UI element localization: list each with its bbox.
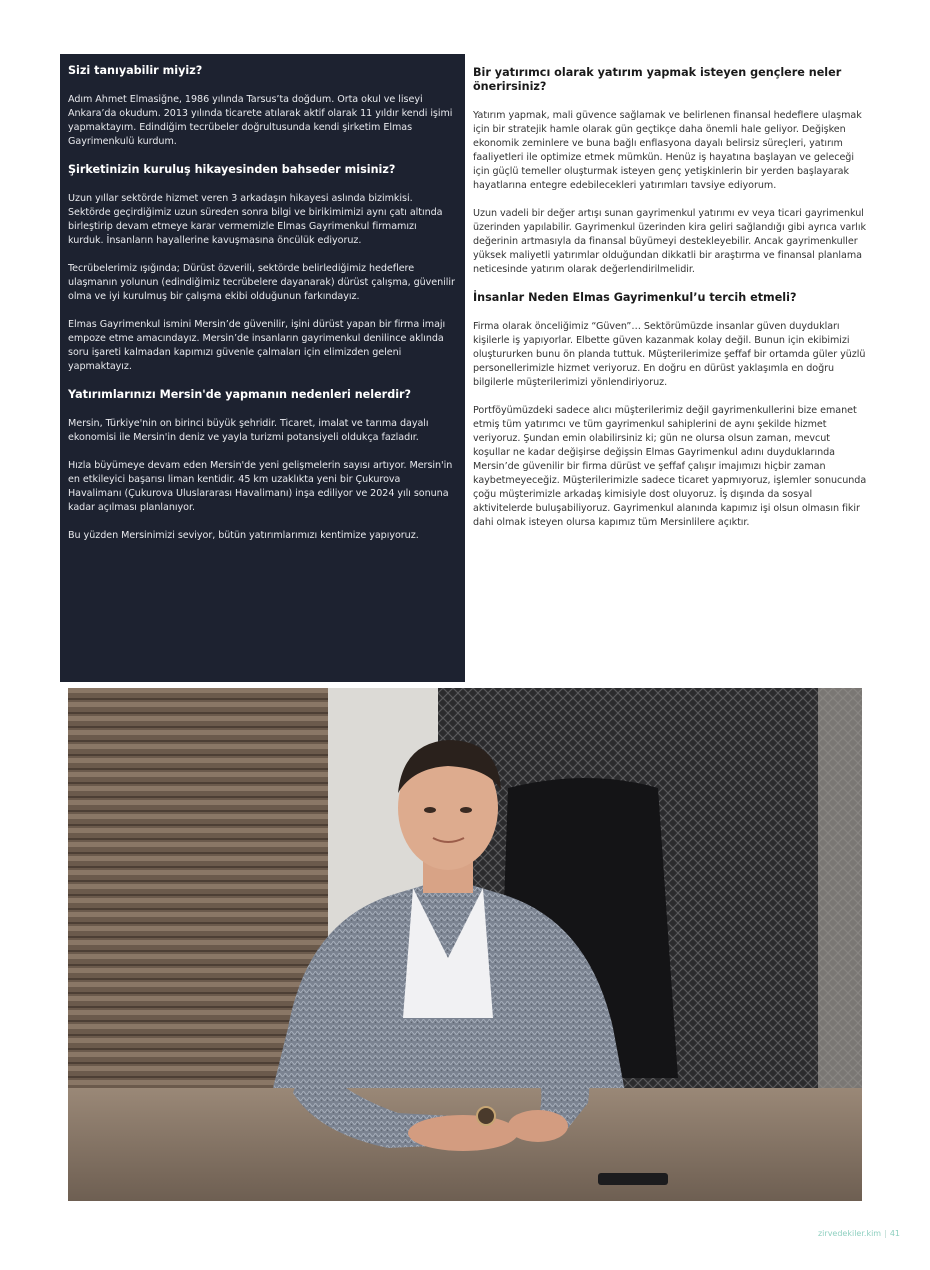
footer-site[interactable]: zirvedekiler.kim bbox=[817, 1229, 882, 1238]
footer-separator: | bbox=[884, 1229, 887, 1238]
interview-paragraph: Portföyümüzdeki sadece alıcı müşterilerimiz değil gayrimenkullerini bize emanet etmiş tüm yatırımcı ve tüm gayrimenkul sahiplerini de aynı şekilde hizmet veriyoruz. Şundan emin olabilirsiniz ki; gün ne olursa olsun zaman, mevcut koşullar ne kadar değişirse değişsin Elmas Gayrimenkul adını duyduklarında Mersin’de güvenilir bir firma dürüst ve şeffaf çalışır imajımızı hiçbir zaman kaybetmeyeceğiz. Müşterilerimizle sadece ticaret yapmıyoruz, işlemler sonucunda çoğu müşterimizle arkadaş kimisiyle dost oluyoruz. İş dışında da sosyal aktivitelerde buluşabiliyoruz. Gayrimenkul alanında kapımız işi olsun olmasın fikir dahi olmak isteyen olursa kapımız tüm Mersinlilere açıktır. bbox=[473, 405, 867, 528]
interview-paragraph: Mersin, Türkiye'nin on birinci büyük şehridir. Ticaret, imalat ve tarıma dayalı ekonomisi ile Mersin'in deniz ve yayla turizmi potansiyeli oldukça fazladır. bbox=[68, 418, 429, 443]
interview-question: Bir yatırımcı olarak yatırım yapmak isteyen gençlere neler önerirsiniz? bbox=[473, 66, 842, 93]
interview-paragraph: Firma olarak önceliğimiz “Güven”… Sektörümüzde insanlar güven duydukları kişilerle iş yapıyorlar. Elbette güven kazanmak kolay değil. Bunun için ekibimizi oluştururken bunu ön planda tuttuk. Müşterilerimize şeffaf bir ortamda güler yüzlü personellerimizle hizmet veriyoruz. En doğru en dürüst yaklaşımla en doğru bilgilerle müşterilerimizi yönlendiriyoruz. bbox=[473, 321, 866, 388]
interview-paragraph: Elmas Gayrimenkul ismini Mersin’de güvenilir, işini dürüst yapan bir firma imajı empoze etme amacındayız. Mersin’de insanların gayrimenkul denilince aklında soru işareti kalmadan kapımızı güvenle çalmaları için elimizden geleni yapmaktayız. bbox=[68, 319, 446, 372]
interview-paragraph: Uzun vadeli bir değer artışı sunan gayrimenkul yatırımı ev veya ticari gayrimenkul üzerinden yapılabilir. Gayrimenkul üzerinden kira geliri sağlandığı gibi ayrıca varlık değerinin artmasıyla da finansal büyümeyi destekleyebilir. Ancak gayrimenkuller yüksek maliyetli yatırımlar olduğundan dikkatli bir araştırma ve finansal planlama neticesinde yatırım olarak değerlendirilmelidir. bbox=[473, 208, 866, 275]
interview-paragraph: Tecrübelerimiz ışığında; Dürüst özverili, sektörde belirlediğimiz hedeflere ulaşmanın yolunun (edindiğimiz tecrübelere dayanarak) dürüst çalışma, güvenilir olma ve iyi kurulmuş bir çalışma ekibi olduğunun farkındayız. bbox=[68, 263, 455, 302]
interview-question: Sizi tanıyabilir miyiz? bbox=[68, 64, 203, 77]
interview-question: Yatırımlarınızı Mersin'de yapmanın nedenleri nelerdir? bbox=[68, 388, 412, 401]
interview-paragraph: Hızla büyümeye devam eden Mersin'de yeni gelişmelerin sayısı artıyor. Mersin'in en etkileyici başarısı liman kentidir. 45 km uzaklıkta yeni bir Çukurova Havalimanı (Çukurova Uluslararası Havalimanı) inşa ediliyor ve 2024 yılı sonuna kadar açılması planlanıyor. bbox=[68, 460, 453, 513]
interview-left-column bbox=[60, 54, 465, 682]
page-number: 41 bbox=[889, 1229, 900, 1238]
interview-paragraph: Yatırım yapmak, mali güvence sağlamak ve belirlenen finansal hedeflere ulaşmak için bir stratejik hamle olarak gün geçtikçe daha önemli hale geliyor. Değişken ekonomik zeminlere ve buna bağlı enflasyona dayalı belirsiz süreçleri, yatırım faaliyetleri ile optimize etmek mümkün. Henüz iş hayatına başlayan ve geleceği için güçlü temeller oluşturmak isteyen genç yetişkinlerin bir yerden başlayarak hayatlarına entegre edebilecekleri yatırımları tavsiye ediyorum. bbox=[473, 110, 862, 191]
portrait-photo bbox=[68, 688, 862, 1201]
interview-paragraph: Adım Ahmet Elmasiğne, 1986 yılında Tarsus’ta doğdum. Orta okul ve liseyi Ankara’da okudum. 2013 yılında ticarete atılarak aktif olarak 11 yıldır kendi işimi yapmaktayım. Edindiğim tecrübeler doğrultusunda kendi şirketim Elmas Gayrimenkulü kurdum. bbox=[68, 94, 453, 147]
interview-paragraph: Uzun yıllar sektörde hizmet veren 3 arkadaşın hikayesi aslında bizimkisi. Sektörde geçirdiğimiz uzun süreden sonra bilgi ve birikimimizi aynı çatı altında birleştirip devam etmeye karar vermemizle Elmas Gayrimenkul firmamızı kurduk. İnsanların hayallerine kavuşmasına öncülük ediyoruz. bbox=[68, 193, 443, 246]
interview-right-column bbox=[473, 54, 868, 682]
interview-question: İnsanlar Neden Elmas Gayrimenkul’u tercih etmeli? bbox=[473, 291, 797, 304]
page-footer bbox=[804, 1227, 900, 1241]
interview-question: Şirketinizin kuruluş hikayesinden bahseder misiniz? bbox=[68, 163, 396, 176]
interview-paragraph: Bu yüzden Mersinimizi seviyor, bütün yatırımlarımızı kentimize yapıyoruz. bbox=[68, 530, 419, 541]
